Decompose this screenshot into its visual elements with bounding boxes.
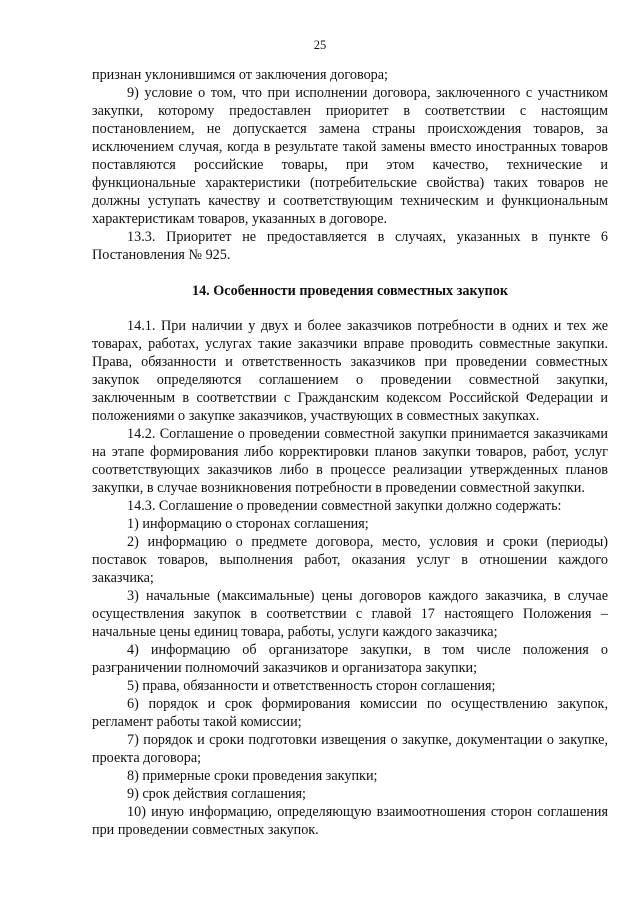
paragraph: 14.2. Соглашение о проведении совместной закупки принимается заказчиками на этапе формирования либо корректировки планов закупки товаров, работ, услуг соответствующих заказчиков либо в процессе реализации утвержденных планов закупки, в случае возникновения потребности в проведении совместной закупки. (92, 426, 608, 496)
paragraph: 5) права, обязанности и ответственность сторон соглашения; (127, 678, 496, 694)
paragraph: 10) иную информацию, определяющую взаимоотношения сторон соглашения при проведении совместных закупок. (92, 804, 608, 838)
page-number: 25 (313, 38, 327, 52)
paragraph: 9) срок действия соглашения; (127, 786, 306, 802)
section-heading: 14. Особенности проведения совместных закупок (191, 283, 509, 299)
paragraph: 13.3. Приоритет не предоставляется в случаях, указанных в пункте 6 Постановления № 925. (92, 229, 608, 263)
paragraph: 4) информацию об организаторе закупки, в том числе положения о разграничении полномочий заказчиков и организатора закупки; (92, 642, 608, 676)
paragraphs-after (92, 317, 608, 839)
paragraph: 1) информацию о сторонах соглашения; (127, 516, 369, 532)
paragraphs-before (92, 66, 608, 264)
paragraph: 14.1. При наличии у двух и более заказчиков потребности в одних и тех же товарах, работах, услугах такие заказчики вправе проводить совместные закупки. Права, обязанности и ответственность заказчиков при проведении совместных закупок определяются соглашением о проведении совместной закупки, заключенным в соответствии с Гражданским кодексом Российской Федерации и положениями о закупке заказчиков, участвующих в совместных закупках. (92, 318, 608, 424)
paragraph: 8) примерные сроки проведения закупки; (127, 768, 378, 784)
paragraph: признан уклонившимся от заключения договора; (92, 67, 388, 83)
paragraph: 6) порядок и срок формирования комиссии по осуществлению закупок, регламент работы такой комиссии; (92, 696, 608, 730)
paragraph: 2) информацию о предмете договора, место, условия и сроки (периоды) поставок товаров, выполнения работ, оказания услуг в отношении каждого заказчика; (92, 534, 608, 586)
paragraph: 14.3. Соглашение о проведении совместной закупки должно содержать: (127, 498, 562, 514)
paragraph: 7) порядок и сроки подготовки извещения о закупке, документации о закупке, проекта договора; (92, 732, 608, 766)
paragraph: 3) начальные (максимальные) цены договоров каждого заказчика, в случае осуществления закупок в соответствии с главой 17 настоящего Положения – начальные цены единиц товара, работы, услуги каждого заказчика; (92, 588, 608, 640)
paragraph: 9) условие о том, что при исполнении договора, заключенного с участником закупки, которому предоставлен приоритет в соответствии с настоящим постановлением, не допускается замена страны происхождения товаров, за исключением случая, когда в результате такой замены вместо иностранных товаров поставляются российские товары, при этом качество, технические и функциональные характеристики (потребительские свойства) таких товаров не должны уступать качеству и соответствующим техническим и функциональным характеристикам товаров, указанных в договоре. (92, 85, 608, 227)
document-body (92, 66, 608, 839)
